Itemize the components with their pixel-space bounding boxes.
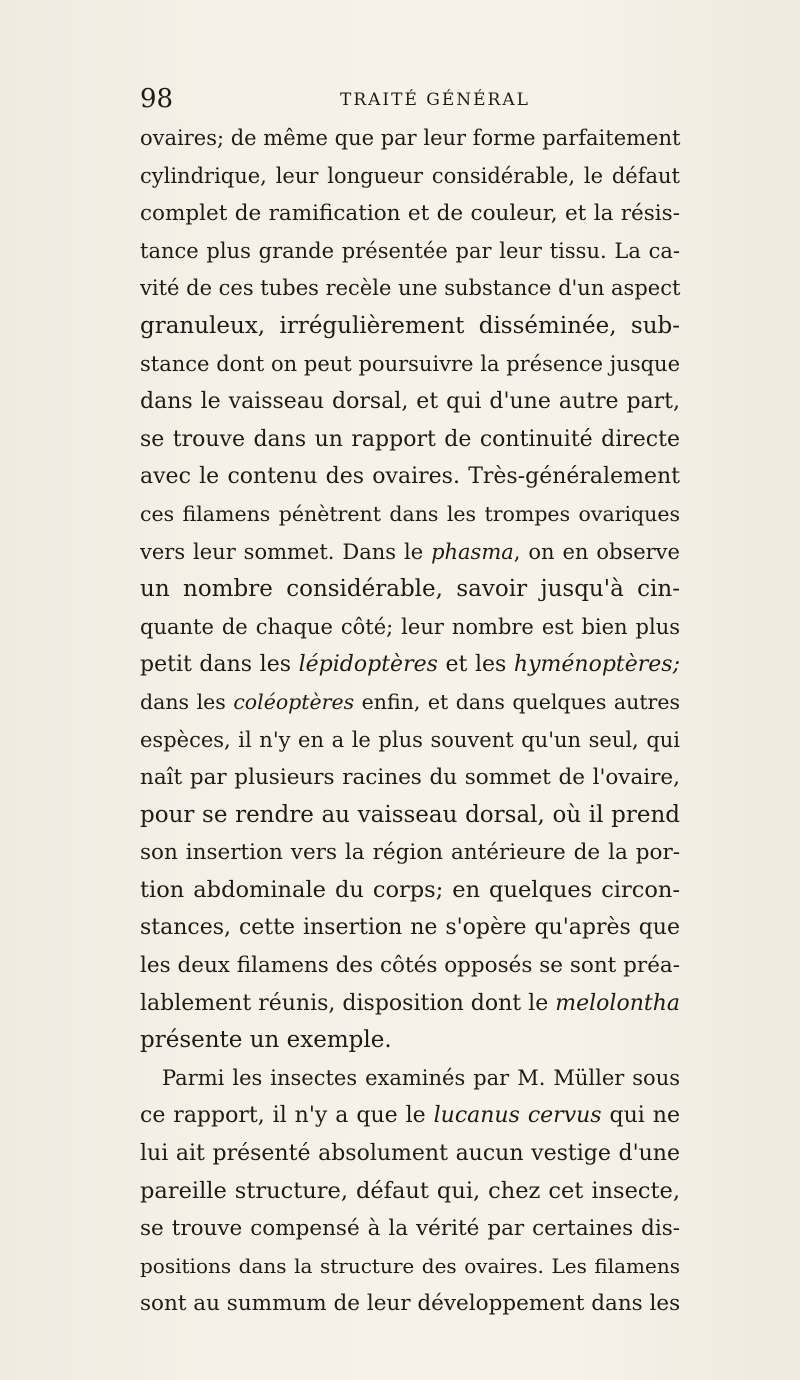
text-line [140,985,680,1023]
text-segment: pareille structure, défaut qui, chez cet insecte, [140,1177,680,1204]
italic-term: coléoptères [233,689,355,714]
text-line [140,383,680,421]
text-line [140,834,680,872]
text-segment: se trouve dans un rapport de continuité directe [140,426,680,452]
text-segment: granuleux, irrégulièrement disséminée, sub- [140,312,680,339]
text-line [140,496,680,534]
text-segment: et les [437,652,514,678]
running-head: TRAITÉ GÉNÉRAL [340,90,530,110]
text-segment: ces filamens pénètrent dans les trompes ovariques [140,501,680,526]
text-segment: dans le vaisseau dorsal, et qui d'une autre part, [140,389,680,415]
text-line [140,947,680,985]
text-line [140,233,680,271]
text-segment: les deux filamens des côtés opposés se sont préa- [140,953,680,979]
text-line [140,1022,680,1060]
text-line [140,1135,680,1173]
text-segment: dans les [140,689,234,714]
text-line [140,458,680,496]
text-segment: pour se rendre au vaisseau dorsal, où il prend [140,801,680,828]
text-line [140,270,680,308]
text-line [140,534,680,572]
text-segment: tion abdominale du corps; en quelques circon- [140,876,680,903]
text-segment: son insertion vers la région antérieure de la por- [140,840,680,866]
text-segment: complet de ramification et de couleur, et la résis- [140,201,680,227]
text-segment: enfin, et dans quelques autres [354,689,681,714]
text-segment: , on en observe [513,539,680,564]
text-line [140,759,680,797]
text-segment: naît par plusieurs racines du sommet de l'ovaire, [140,765,680,791]
text-line [140,308,680,346]
page-header [140,84,680,124]
text-segment: tance plus grande présentée par leur tissu. La ca- [140,238,680,263]
text-line [140,158,680,196]
text-line [140,1060,680,1098]
text-line [140,1248,680,1286]
italic-term: lucanus cervus [433,1103,602,1129]
text-segment: quante de chaque côté; leur nombre est bien plus [140,614,680,639]
text-line [140,421,680,459]
italic-term: melolontha [555,990,680,1016]
text-line [140,195,680,233]
text-line [140,909,680,947]
text-line [140,872,680,910]
italic-term: phasma [431,539,514,564]
text-segment: petit dans les [140,652,299,678]
text-segment: ovaires; de même que par leur forme parfaitement [140,126,681,150]
text-line [140,1210,680,1248]
text-segment: sont au summum de leur développement dans les [140,1291,681,1317]
text-segment: cylindrique, leur longueur considérable, le défaut [140,163,680,188]
text-segment: un nombre considérable, savoir jusqu'à cin- [140,576,680,603]
page-number: 98 [140,84,174,114]
text-segment: lui ait présenté absolument aucun vestige d'une [140,1141,680,1167]
text-segment: lablement réunis, disposition dont le [140,990,556,1016]
text-segment: positions dans la structure des ovaires. Les filamens [140,1253,680,1278]
text-line [140,609,680,647]
text-line [140,797,680,835]
text-segment: stances, cette insertion ne s'opère qu'après que [140,915,680,941]
body-text [140,120,680,1323]
text-segment: vité de ces tubes recèle une substance d'un aspect [140,276,681,301]
text-line [140,1173,680,1211]
text-line [140,684,680,722]
text-segment: vers leur sommet. Dans le [140,539,432,564]
text-segment: se trouve compensé à la vérité par certaines dis- [140,1216,680,1242]
italic-term: lépidoptères [298,652,438,678]
text-line [140,571,680,609]
text-segment: avec le contenu des ovaires. Très-généralement [140,464,680,490]
text-segment: espèces, il n'y en a le plus souvent qu'un seul, qui [140,727,680,752]
text-segment: stance dont on peut poursuivre la présence jusque [140,351,680,376]
text-segment: ce rapport, il n'y a que le [140,1103,434,1129]
text-segment: qui ne [601,1103,680,1129]
text-line [140,1285,680,1323]
text-segment: Parmi les insectes examinés par M. Müller sous [162,1065,680,1090]
italic-term: hyménoptères; [513,652,680,678]
text-line [140,722,680,760]
text-segment: présente un exemple. [140,1027,392,1054]
text-line [140,646,680,684]
text-line [140,1097,680,1135]
text-line [140,120,680,158]
text-line [140,346,680,384]
